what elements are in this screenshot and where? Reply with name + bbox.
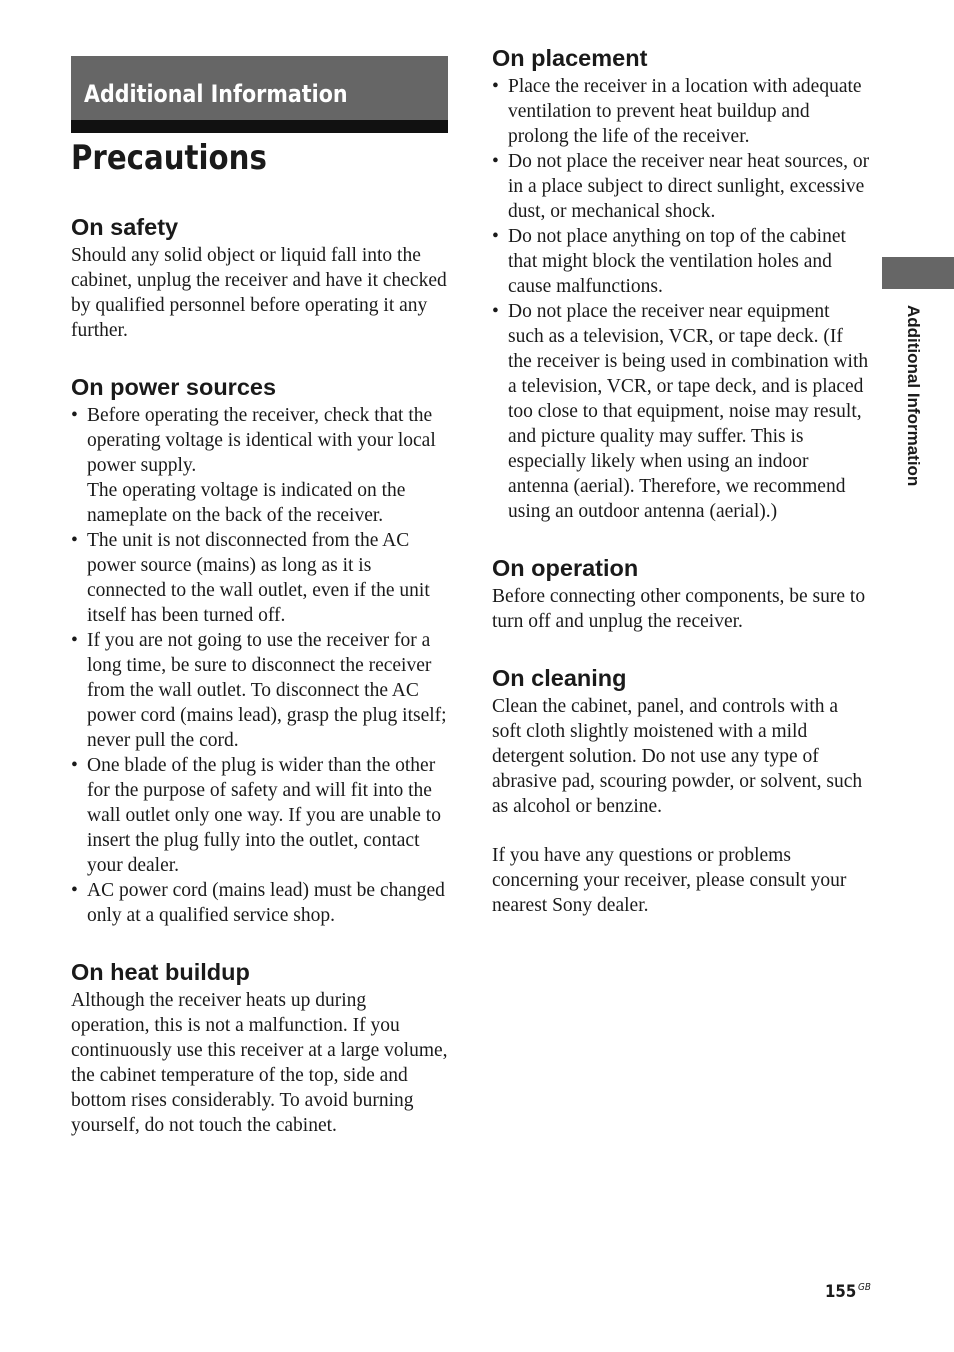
list-item: • AC power cord (mains lead) must be changed only at a qualified service shop. (71, 878, 449, 928)
page-number-value: 155 (825, 1282, 857, 1302)
heat-heading: On heat buildup (71, 959, 250, 985)
list-item: • One blade of the plug is wider than the other for the purpose of safety and will fit into the wall outlet only one way. If you are unable to insert the plug fully into the outlet, contact your dealer. (71, 753, 449, 878)
cleaning-heading: On cleaning (492, 665, 627, 691)
placement-heading: On placement (492, 45, 648, 71)
section-header-title: Additional Information (84, 80, 348, 108)
list-item: • Do not place the receiver near equipment such as a television, VCR, or tape deck. (If the receiver is being used in combination with a television, VCR, or tape deck, and is placed too close to that equipment, noise may result, and picture quality may suffer. This is especially likely when using an indoor antenna (aerial). Therefore, we recommend using an outdoor antenna (aerial).) (492, 299, 870, 524)
power-item-1: Before operating the receiver, check that the operating voltage is identical with your local power supply. (87, 405, 436, 476)
list-item: • The unit is not disconnected from the AC power source (mains) as long as it is connected to the wall outlet, even if the unit itself has been turned off. (71, 528, 449, 628)
side-tab-marker (882, 257, 954, 289)
operation-heading: On operation (492, 555, 639, 581)
safety-text: Should any solid object or liquid fall into the cabinet, unplug the receiver and have it checked by qualified personnel before operating it any further. (71, 245, 447, 341)
heat-text: Although the receiver heats up during operation, this is not a malfunction. If you continuously use this receiver at a large volume, the cabinet temperature of the top, side and bottom rises considerably. To avoid burning yourself, do not touch the cabinet. (71, 990, 448, 1136)
side-tab-label: Additional Information (904, 305, 923, 487)
safety-section (71, 212, 449, 343)
list-item (71, 403, 449, 528)
page-title: Precautions (71, 138, 267, 178)
right-column (492, 43, 870, 918)
list-item: • Do not place the receiver near heat sources, or in a place subject to direct sunlight, excessive dust, or mechanical shock. (492, 149, 870, 224)
page-number-suffix: GB (858, 1282, 871, 1293)
section-header-bar (71, 56, 448, 133)
left-column (71, 212, 449, 1138)
closing-text: If you have any questions or problems concerning your receiver, please consult your nearest Sony dealer. (492, 845, 847, 916)
operation-text: Before connecting other components, be sure to turn off and unplug the receiver. (492, 586, 866, 632)
heat-section (71, 957, 449, 1138)
list-item: • Do not place anything on top of the cabinet that might block the ventilation holes and cause malfunctions. (492, 224, 870, 299)
cleaning-section (492, 663, 870, 918)
list-item: • Place the receiver in a location with adequate ventilation to prevent heat buildup and prolong the life of the receiver. (492, 74, 870, 149)
cleaning-text: Clean the cabinet, panel, and controls with a soft cloth slightly moistened with a mild detergent solution. Do not use any type of abrasive pad, scouring powder, or solvent, such as alcohol or benzine. (492, 696, 863, 817)
list-item: • If you are not going to use the receiver for a long time, be sure to disconnect the receiver from the wall outlet. To disconnect the AC power cord (mains lead), grasp the plug itself; never pull the cord. (71, 628, 449, 753)
placement-section (492, 43, 870, 524)
power-heading: On power sources (71, 374, 277, 400)
placement-list (492, 74, 870, 524)
page-number (825, 1282, 871, 1302)
power-section (71, 372, 449, 928)
safety-heading: On safety (71, 214, 179, 240)
operation-section (492, 553, 870, 634)
power-item-1-note: The operating voltage is indicated on the nameplate on the back of the receiver. (87, 480, 406, 526)
power-list (71, 403, 449, 928)
